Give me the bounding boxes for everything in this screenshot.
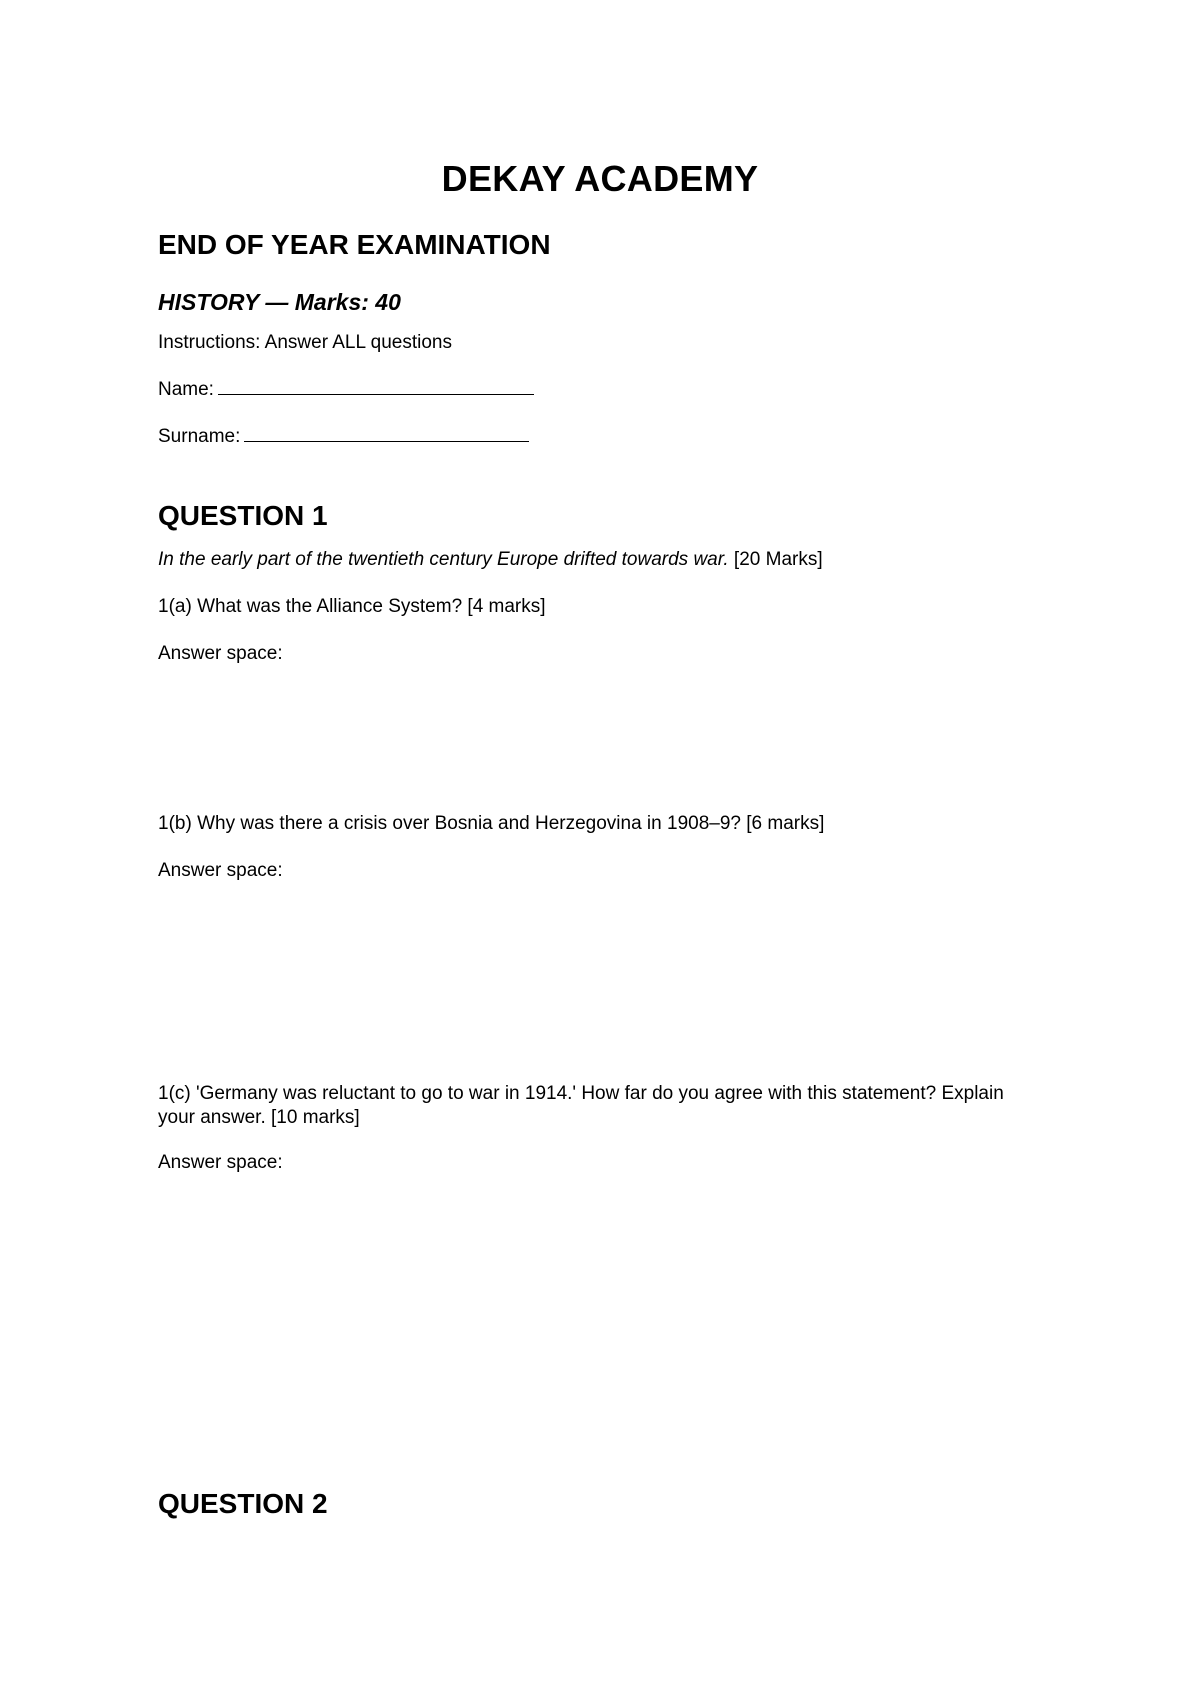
question-1-intro-statement: In the early part of the twentieth century Europe drifted towards war.	[158, 549, 729, 570]
subject-marks-line: HISTORY — Marks: 40	[158, 289, 401, 315]
question-1-heading: QUESTION 1	[158, 500, 328, 531]
surname-blank-line[interactable]	[244, 440, 529, 442]
name-label: Name:	[158, 379, 214, 400]
question-1c-text: 1(c) 'Germany was reluctant to go to war in 1914.' How far do you agree with this statement? Explain your answer. [10 marks]	[158, 1083, 1004, 1128]
name-blank-line[interactable]	[218, 393, 534, 395]
question-2-heading: QUESTION 2	[158, 1488, 328, 1519]
exam-title: END OF YEAR EXAMINATION	[158, 229, 551, 260]
question-1a-text: 1(a) What was the Alliance System? [4 marks]	[158, 596, 546, 617]
question-1a-answer-label: Answer space:	[158, 643, 283, 664]
question-1b-answer-label: Answer space:	[158, 860, 283, 881]
surname-field[interactable]	[158, 426, 529, 448]
school-name: DEKAY ACADEMY	[441, 158, 759, 199]
surname-label: Surname:	[158, 426, 241, 447]
question-1c-answer-label: Answer space:	[158, 1152, 283, 1173]
name-field[interactable]	[158, 379, 534, 401]
question-1-intro	[158, 549, 823, 571]
question-1-total-marks: [20 Marks]	[728, 549, 823, 570]
question-1b-text: 1(b) Why was there a crisis over Bosnia and Herzegovina in 1908–9? [6 marks]	[158, 813, 825, 834]
instructions: Instructions: Answer ALL questions	[158, 332, 452, 353]
